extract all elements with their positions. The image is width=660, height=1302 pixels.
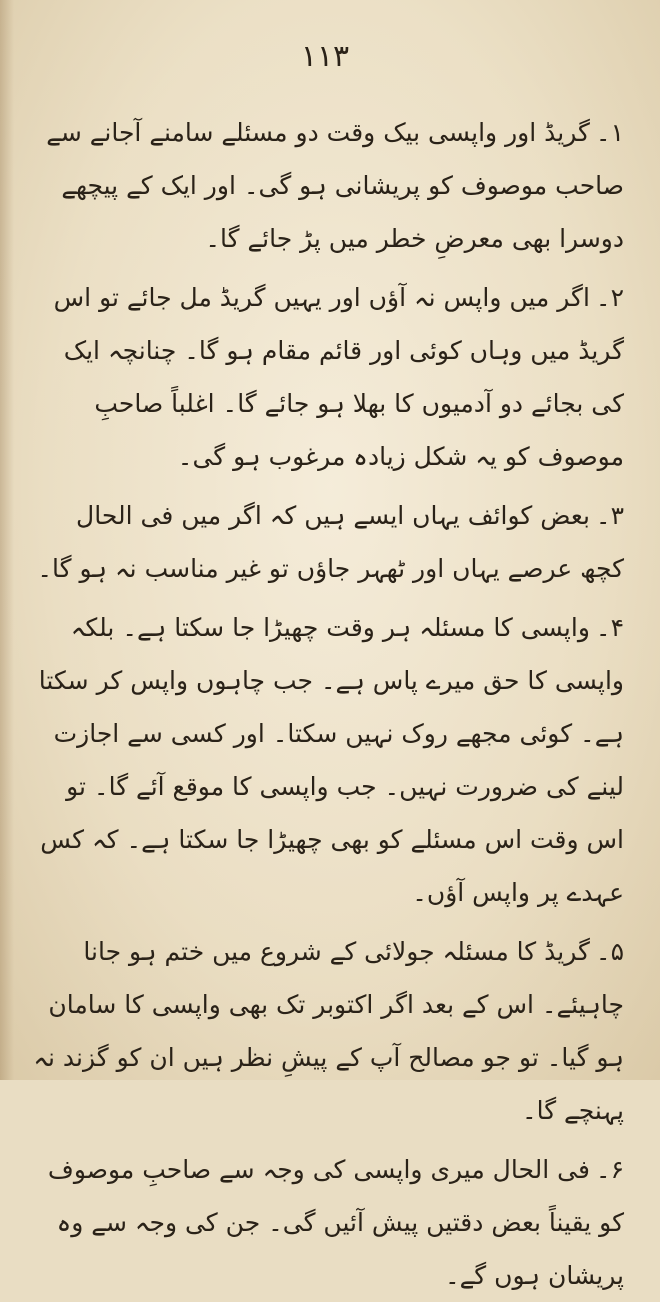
paragraph-number: ۲۔ <box>595 283 624 312</box>
paragraph-6 <box>26 1143 624 1302</box>
paragraph-number: ۶۔ <box>595 1155 624 1184</box>
paragraph-text: اگر میں واپس نہ آؤں اور یہیں گریڈ مل جائے تو اس گریڈ میں وہاں کوئی اور قائم مقام ہو گا۔ چنانچہ ایک کی بجائے دو آدمیوں کا بھلا ہو جائے گا۔ اغلباً صاحبِ موصوف کو یہ شکل زیادہ مرغوب ہو گی۔ <box>53 283 624 471</box>
paragraph-1 <box>26 106 624 265</box>
paragraph-2 <box>26 271 624 483</box>
paragraph-text: گریڈ کا مسئلہ جولائی کے شروع میں ختم ہو جانا چاہیئے۔ اس کے بعد اگر اکتوبر تک بھی واپسی کا سامان ہو گیا۔ تو جو مصالح آپ کے پیشِ نظر ہیں ان کو گزند نہ پہنچے گا۔ <box>33 937 624 1125</box>
paragraph-text: فی الحال میری واپسی کی وجہ سے صاحبِ موصوف کو یقیناً بعض دقتیں پیش آئیں گی۔ جن کی وجہ سے وہ پریشان ہوں گے۔ <box>47 1155 624 1290</box>
paragraph-number: ۳۔ <box>595 501 624 530</box>
page-number: ۱۱۳ <box>300 39 350 74</box>
paragraph-number: ۴۔ <box>595 613 624 642</box>
paragraph-text: گریڈ اور واپسی بیک وقت دو مسئلے سامنے آجانے سے صاحب موصوف کو پریشانی ہو گی۔ اور ایک کے پیچھے دوسرا بھی معرضِ خطر میں پڑ جائے گا۔ <box>46 118 624 253</box>
paragraph-text: بعض کوائف یہاں ایسے ہیں کہ اگر میں فی الحال کچھ عرصے یہاں اور ٹھہر جاؤں تو غیر مناسب نہ ہو گا۔ <box>37 501 624 583</box>
paragraph-list <box>26 106 624 1302</box>
paragraph-3 <box>26 489 624 595</box>
paragraph-4 <box>26 601 624 919</box>
paragraph-number: ۵۔ <box>595 937 624 966</box>
paragraph-number: ۱۔ <box>595 118 624 147</box>
paragraph-text: واپسی کا مسئلہ ہر وقت چھیڑا جا سکتا ہے۔ بلکہ واپسی کا حق میرے پاس ہے۔ جب چاہوں واپس کر سکتا ہے۔ کوئی مجھے روک نہیں سکتا۔ اور کسی سے اجازت لینے کی ضرورت نہیں۔ جب واپسی کا موقع آئے گا۔ تو اس وقت اس مسئلے کو بھی چھیڑا جا سکتا ہے۔ کہ کس عہدے پر واپس آؤں۔ <box>38 613 624 907</box>
paragraph-5 <box>26 925 624 1137</box>
